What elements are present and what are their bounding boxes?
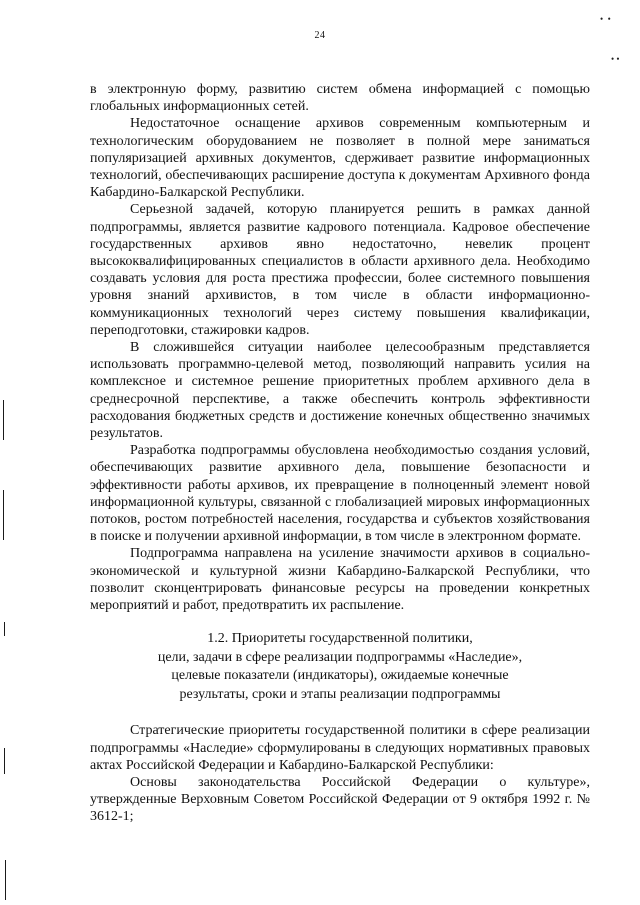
scan-artifact: • • (600, 14, 611, 24)
scan-edge-mark (5, 860, 6, 900)
paragraph: Стратегические приоритеты государственной политики в сфере реализации подпрограммы «Наследие» сформулированы в следующих нормативных правовых актах Российской Федерации и Кабардино-Балкарской Республики: (90, 723, 590, 773)
section-heading-line: цели, задачи в сфере реализации подпрограммы «Наследие», (157, 649, 523, 665)
paragraph: В сложившейся ситуации наиболее целесообразным представляется использовать программно-целевой метод, позволяющий направить усилия на комплексное и системное решение приоритетных проблем архивного дела в среднесрочной перспективе, а также обеспечить контроль эффективности расходования бюджетных средств и достижение конечных общественно значимых результатов. (90, 340, 590, 442)
paragraph: Недостаточное оснащение архивов современным компьютерным и технологическим оборудованием не позволяет в полной мере заниматься популяризацией архивных документов, сдерживает развитие информационных технологий, обеспечивающих расширение доступа к документам Архивного фонда Кабардино-Балкарской Республики. (90, 116, 590, 201)
section-heading-line: целевые показатели (индикаторы), ожидаемые конечные (171, 668, 509, 684)
section-heading-line: 1.2. Приоритеты государственной политики, (207, 631, 473, 647)
scan-edge-mark (3, 400, 4, 440)
page-number: 24 (314, 30, 326, 41)
paragraph: Основы законодательства Российской Федерации о культуре», утвержденные Верховным Советом Российской Федерации от 9 октября 1992 г. № 3612-1; (90, 774, 590, 825)
section-heading-line: результаты, сроки и этапы реализации подпрограммы (179, 686, 501, 702)
scan-edge-mark (4, 622, 5, 636)
paragraph: Разработка подпрограммы обусловлена необходимостью создания условий, обеспечивающих развитие архивного дела, повышение безопасности и эффективности работы архивов, их превращение в полноценный элемент новой информационной культуры, связанной с глобализацией мировых информационных потоков, ростом потребностей населения, государства и субъектов хозяйствования в поиске и получении архивной информации, в том числе в электронном формате. (90, 443, 590, 545)
scan-artifact: • • (611, 54, 620, 64)
section-heading (90, 630, 590, 704)
scan-edge-mark (4, 748, 5, 774)
paragraph: Подпрограмма направлена на усиление значимости архивов в социально-экономической и культурной жизни Кабардино-Балкарской Республики, что позволит сконцентрировать финансовые ресурсы на проведении конкретных мероприятий и работ, предотвратить их распыление. (90, 546, 590, 614)
scan-edge-mark (3, 490, 4, 540)
paragraph: в электронную форму, развитию систем обмена информацией с помощью глобальных информационных сетей. (90, 82, 590, 115)
paragraph: Серьезной задачей, которую планируется решить в рамках данной подпрограммы, является развитие кадрового потенциала. Кадровое обеспечение государственных архивов явно недостаточно, невелик процент высококвалифицированных специалистов в области архивного дела. Необходимо создавать условия для роста престижа профессии, более системного повышения уровня знаний архивистов, в том числе в области информационно-коммуникационных технологий через систему повышения квалификации, переподготовки, стажировки кадров. (90, 202, 590, 338)
document-body (90, 81, 590, 826)
